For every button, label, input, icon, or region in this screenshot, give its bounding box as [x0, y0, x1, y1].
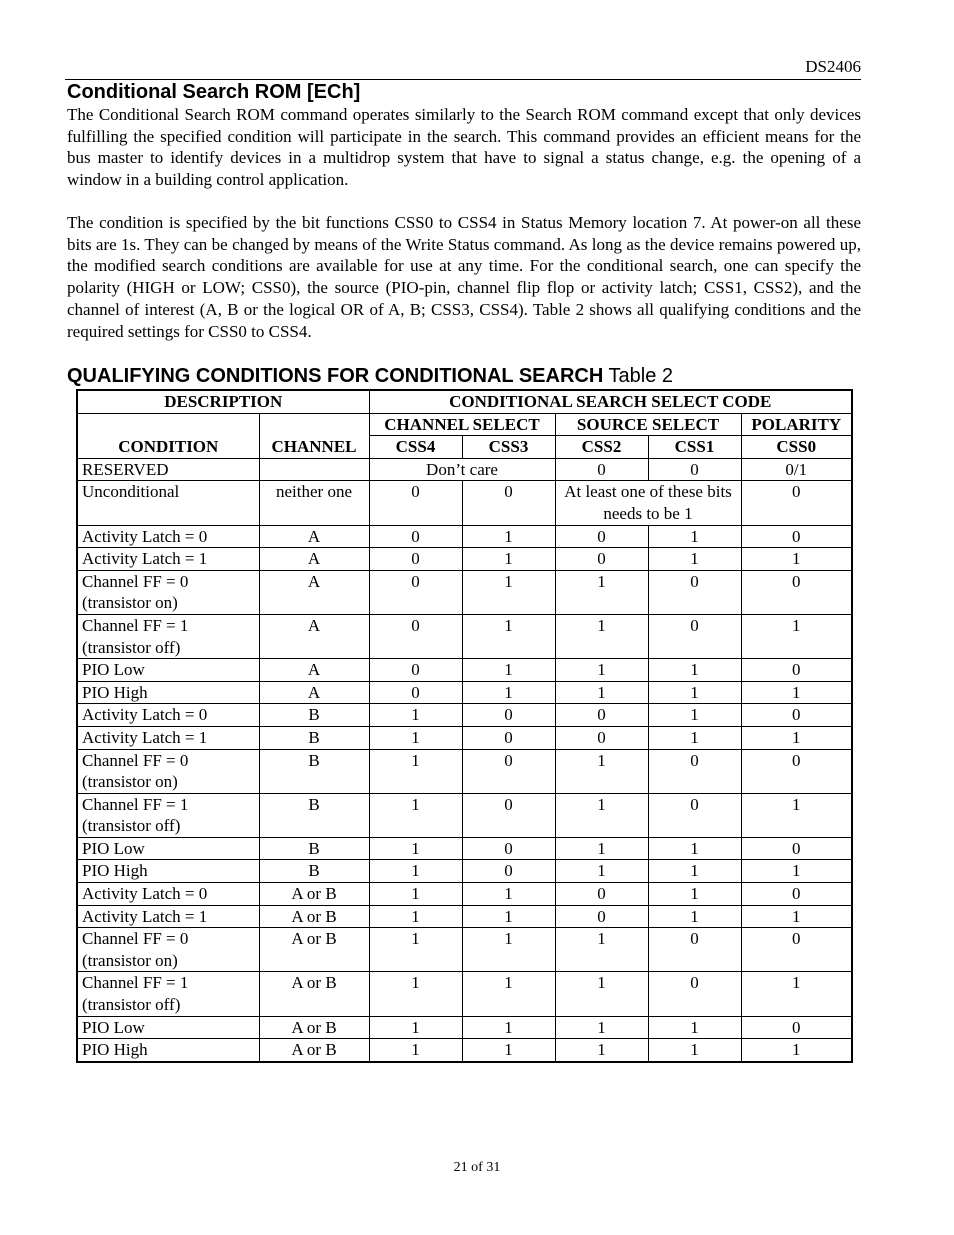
css0-cell: 0 — [741, 837, 852, 860]
css3-cell: 1 — [462, 614, 555, 658]
channel-cell — [259, 458, 369, 481]
css3-cell: 0 — [462, 704, 555, 727]
channel-cell: A — [259, 614, 369, 658]
polarity-header: POLARITY — [741, 413, 852, 436]
css0-cell: 0 — [741, 749, 852, 793]
channel-cell: A or B — [259, 972, 369, 1016]
condition-cell: Channel FF = 0 (transistor on) — [77, 749, 259, 793]
css1-cell: 1 — [648, 883, 741, 906]
css0-cell: 0 — [741, 1016, 852, 1039]
css0-cell: 0 — [741, 481, 852, 525]
table-row — [77, 614, 852, 658]
condition-cell: PIO High — [77, 1039, 259, 1062]
table-row — [77, 548, 852, 571]
channel-cell: B — [259, 749, 369, 793]
css2-cell: 1 — [555, 1016, 648, 1039]
css3-cell: 1 — [462, 928, 555, 972]
css4-cell: 0 — [369, 481, 462, 525]
css0-cell: 1 — [741, 1039, 852, 1062]
css2-cell: 1 — [555, 659, 648, 682]
css3-cell: 1 — [462, 1016, 555, 1039]
condition-header: CONDITION — [77, 413, 259, 458]
css1-cell: 0 — [648, 928, 741, 972]
table-row — [77, 659, 852, 682]
header-row-2 — [77, 413, 852, 436]
table-row — [77, 972, 852, 1016]
css4-cell: 0 — [369, 659, 462, 682]
css0-cell: 1 — [741, 548, 852, 571]
css1-cell: 1 — [648, 860, 741, 883]
css4-cell: 1 — [369, 749, 462, 793]
css4-cell: 1 — [369, 726, 462, 749]
css0-cell: 1 — [741, 972, 852, 1016]
css2-cell: 0 — [555, 726, 648, 749]
css4-cell: 1 — [369, 860, 462, 883]
channel-cell: B — [259, 726, 369, 749]
paragraph-conditions: The condition is specified by the bit functions CSS0 to CSS4 in Status Memory location 7. At power-on all these bits are 1s. They can be changed by means of the Write Status command. As long as the device remains powered up, the modified search conditions are available for use at any time. For the conditional search, one can specify the polarity (HIGH or LOW; CSS0), the source (PIO-pin, channel flip flop or activity latch; CSS1, CSS2), and the channel of interest (A, B or the logical OR of A, B; CSS3, CSS4). Table 2 shows all qualifying conditions and the required settings for CSS0 to CSS4. — [67, 213, 861, 341]
css3-cell: 1 — [462, 905, 555, 928]
condition-cell: PIO Low — [77, 837, 259, 860]
css4-cell: 0 — [369, 681, 462, 704]
css2-cell: 0 — [555, 704, 648, 727]
table-row — [77, 749, 852, 793]
css4-cell: 1 — [369, 883, 462, 906]
document-code: DS2406 — [805, 57, 861, 76]
css2-cell: 0 — [555, 525, 648, 548]
table-title-number: Table 2 — [603, 365, 673, 387]
channel-cell: neither one — [259, 481, 369, 525]
css3-cell: 1 — [462, 570, 555, 614]
css2-header: CSS2 — [555, 436, 648, 459]
css2-cell: 1 — [555, 928, 648, 972]
css0-cell: 0 — [741, 659, 852, 682]
css0-cell: 0/1 — [741, 458, 852, 481]
table-row — [77, 1016, 852, 1039]
header-row-1 — [77, 390, 852, 413]
css1-cell: 0 — [648, 793, 741, 837]
channel-header: CHANNEL — [259, 413, 369, 458]
source-select-cell: At least one of these bits needs to be 1 — [555, 481, 741, 525]
table-row — [77, 704, 852, 727]
css0-cell: 0 — [741, 928, 852, 972]
css2-cell: 0 — [555, 458, 648, 481]
channel-cell: A or B — [259, 883, 369, 906]
channel-cell: A — [259, 570, 369, 614]
css0-cell: 0 — [741, 570, 852, 614]
channel-cell: B — [259, 793, 369, 837]
css4-cell: 1 — [369, 704, 462, 727]
css0-cell: 1 — [741, 860, 852, 883]
table-row — [77, 525, 852, 548]
css3-header: CSS3 — [462, 436, 555, 459]
channel-cell: A or B — [259, 928, 369, 972]
channel-cell: A — [259, 548, 369, 571]
css0-cell: 1 — [741, 793, 852, 837]
code-header: CONDITIONAL SEARCH SELECT CODE — [369, 390, 852, 413]
css2-cell: 1 — [555, 972, 648, 1016]
css3-cell: 0 — [462, 860, 555, 883]
table-title-main: QUALIFYING CONDITIONS FOR CONDITIONAL SEARCH — [67, 365, 604, 387]
css2-cell: 1 — [555, 837, 648, 860]
condition-cell: Unconditional — [77, 481, 259, 525]
css2-cell: 1 — [555, 570, 648, 614]
css2-cell: 0 — [555, 548, 648, 571]
table-row — [77, 570, 852, 614]
css0-cell: 0 — [741, 704, 852, 727]
condition-cell: Activity Latch = 0 — [77, 704, 259, 727]
table-row-reserved — [77, 458, 852, 481]
condition-cell: RESERVED — [77, 458, 259, 481]
channel-cell: A or B — [259, 905, 369, 928]
css2-cell: 1 — [555, 614, 648, 658]
css0-cell: 1 — [741, 614, 852, 658]
channel-select-cell: Don’t care — [369, 458, 555, 481]
css3-cell: 0 — [462, 726, 555, 749]
css1-cell: 1 — [648, 525, 741, 548]
css3-cell: 0 — [462, 837, 555, 860]
table-row — [77, 793, 852, 837]
css2-cell: 1 — [555, 749, 648, 793]
css1-cell: 1 — [648, 905, 741, 928]
channel-cell: A — [259, 659, 369, 682]
css3-cell: 1 — [462, 525, 555, 548]
channel-cell: A — [259, 681, 369, 704]
table-row — [77, 681, 852, 704]
condition-cell: PIO High — [77, 860, 259, 883]
css1-cell: 1 — [648, 1016, 741, 1039]
css0-cell: 1 — [741, 681, 852, 704]
css2-cell: 1 — [555, 1039, 648, 1062]
condition-cell: Activity Latch = 1 — [77, 905, 259, 928]
condition-cell: Activity Latch = 0 — [77, 525, 259, 548]
css2-cell: 0 — [555, 905, 648, 928]
css4-cell: 1 — [369, 793, 462, 837]
css4-cell: 0 — [369, 525, 462, 548]
channel-cell: A or B — [259, 1039, 369, 1062]
condition-cell: Activity Latch = 1 — [77, 726, 259, 749]
qualifying-conditions-table — [76, 389, 853, 1063]
channel-cell: A — [259, 525, 369, 548]
css4-cell: 1 — [369, 905, 462, 928]
table-body — [77, 458, 852, 1062]
css4-cell: 1 — [369, 972, 462, 1016]
css1-cell: 1 — [648, 659, 741, 682]
paragraph-intro: The Conditional Search ROM command operates similarly to the Search ROM command except that only devices fulfilling the specified condition will participate in the search. This command provides an efficient means for the bus master to identify devices in a multidrop system that have to signal a status change, e.g. the opening of a window in a building control application. — [67, 105, 861, 190]
css1-cell: 0 — [648, 749, 741, 793]
css3-cell: 1 — [462, 972, 555, 1016]
css4-header: CSS4 — [369, 436, 462, 459]
css4-cell: 0 — [369, 570, 462, 614]
condition-cell: Channel FF = 1 (transistor off) — [77, 614, 259, 658]
table-row — [77, 837, 852, 860]
css4-cell: 1 — [369, 1016, 462, 1039]
table-title — [67, 364, 673, 388]
css4-cell: 1 — [369, 1039, 462, 1062]
css0-cell: 0 — [741, 883, 852, 906]
css1-cell: 1 — [648, 548, 741, 571]
condition-cell: Channel FF = 1 (transistor off) — [77, 793, 259, 837]
css3-cell: 1 — [462, 548, 555, 571]
css4-cell: 1 — [369, 928, 462, 972]
css4-cell: 0 — [369, 548, 462, 571]
table-row — [77, 726, 852, 749]
table-row — [77, 883, 852, 906]
css2-cell: 1 — [555, 860, 648, 883]
css3-cell: 1 — [462, 883, 555, 906]
condition-cell: PIO Low — [77, 1016, 259, 1039]
condition-cell: Activity Latch = 0 — [77, 883, 259, 906]
css4-cell: 1 — [369, 837, 462, 860]
css1-cell: 1 — [648, 681, 741, 704]
css1-cell: 1 — [648, 704, 741, 727]
source-select-header: SOURCE SELECT — [555, 413, 741, 436]
table-row — [77, 905, 852, 928]
css3-cell: 0 — [462, 481, 555, 525]
condition-cell: Channel FF = 0 (transistor on) — [77, 570, 259, 614]
condition-cell: Channel FF = 1 (transistor off) — [77, 972, 259, 1016]
css2-cell: 1 — [555, 793, 648, 837]
css1-cell: 0 — [648, 614, 741, 658]
css2-cell: 1 — [555, 681, 648, 704]
table-row — [77, 860, 852, 883]
page-number: 21 of 31 — [453, 1160, 501, 1175]
description-header: DESCRIPTION — [77, 390, 369, 413]
table-row — [77, 928, 852, 972]
css3-cell: 0 — [462, 749, 555, 793]
css1-cell: 1 — [648, 1039, 741, 1062]
css4-cell: 0 — [369, 614, 462, 658]
channel-cell: A or B — [259, 1016, 369, 1039]
condition-cell: Channel FF = 0 (transistor on) — [77, 928, 259, 972]
channel-cell: B — [259, 704, 369, 727]
css1-cell: 0 — [648, 570, 741, 614]
css3-cell: 1 — [462, 659, 555, 682]
condition-cell: PIO Low — [77, 659, 259, 682]
css1-cell: 0 — [648, 458, 741, 481]
section-title: Conditional Search ROM [ECh] — [67, 81, 361, 103]
css0-cell: 1 — [741, 726, 852, 749]
css1-cell: 1 — [648, 726, 741, 749]
condition-cell: PIO High — [77, 681, 259, 704]
table-row-unconditional — [77, 481, 852, 525]
css2-cell: 0 — [555, 883, 648, 906]
css3-cell: 1 — [462, 1039, 555, 1062]
table-row — [77, 1039, 852, 1062]
css0-header: CSS0 — [741, 436, 852, 459]
css3-cell: 1 — [462, 681, 555, 704]
css0-cell: 0 — [741, 525, 852, 548]
channel-select-header: CHANNEL SELECT — [369, 413, 555, 436]
channel-cell: B — [259, 860, 369, 883]
css1-cell: 0 — [648, 972, 741, 1016]
channel-cell: B — [259, 837, 369, 860]
css3-cell: 0 — [462, 793, 555, 837]
css0-cell: 1 — [741, 905, 852, 928]
css1-cell: 1 — [648, 837, 741, 860]
css1-header: CSS1 — [648, 436, 741, 459]
condition-cell: Activity Latch = 1 — [77, 548, 259, 571]
